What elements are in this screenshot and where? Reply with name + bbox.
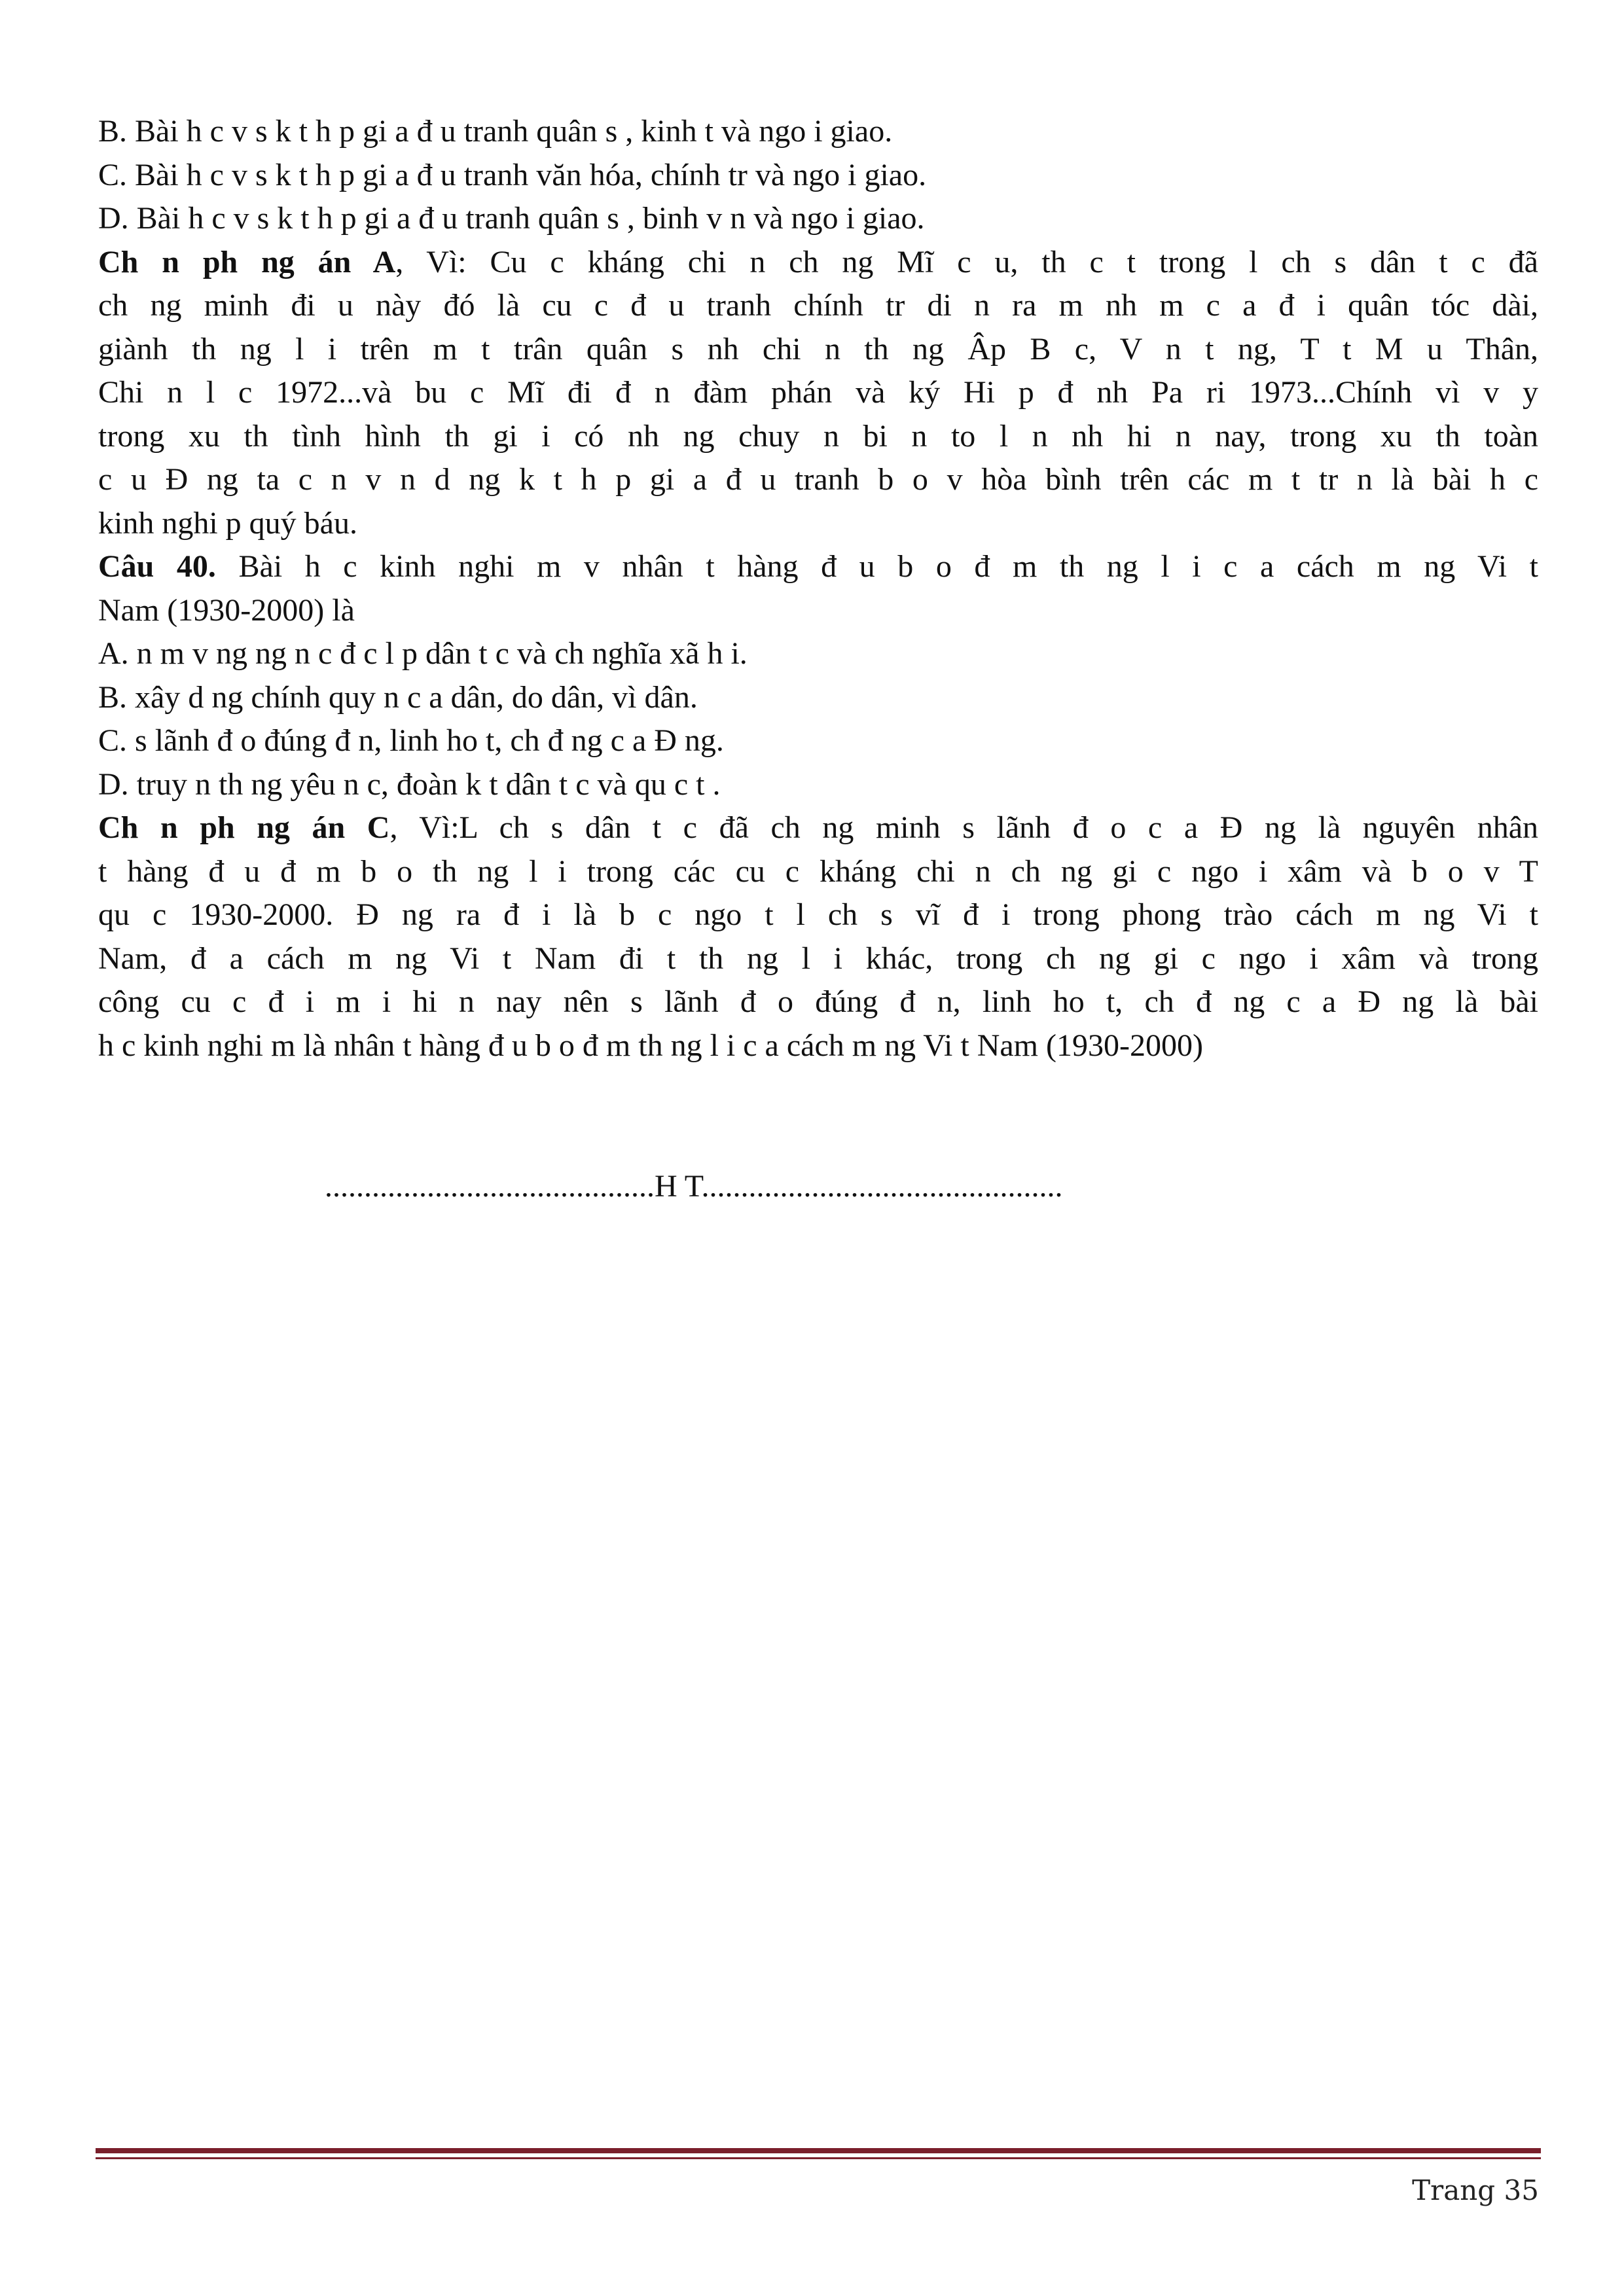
q39-answer-line: kinh nghi p quý báu. [98,505,357,541]
q40-option-c: C. s lãnh đ o đúng đ n, linh ho t, ch đ ng c a Đ ng. [98,723,724,758]
end-marker: ..........................................H T.............................................. [325,1169,1063,1204]
q40-option-a: A. n m v ng ng n c đ c l p dân t c và ch nghĩa xã h i. [98,636,748,671]
q40-label: Câu 40. [98,549,216,584]
q39-answer-line: giành th ng l i trên m t trân quân s nh chi n th ng Âp B c, V n t ng, T t M u Thân, [98,331,1538,367]
q40-answer-label: Ch n ph ng án C [98,810,390,845]
q39-answer-line: c u Đ ng ta c n v n d ng k t h p gi a đ u tranh b o v hòa bình trên các m t tr n là bài h c [98,462,1538,497]
page-number: Trang 35 [1412,2174,1539,2206]
q39-option-d: D. Bài h c v s k t h p gi a đ u tranh quân s , binh v n và ngo i giao. [98,201,925,236]
q39-answer-text: , Vì: Cu c kháng chi n ch ng Mĩ c u, th c t trong l ch s dân t c đã [395,244,1538,279]
q39-answer-label: Ch n ph ng án A [98,244,396,279]
q39-answer-line: ch ng minh đi u này đó là cu c đ u tranh chính tr di n ra m nh m c a đ i quân tóc dài, [98,288,1538,323]
q40-answer-line: công cu c đ i m i hi n nay nên s lãnh đ o đúng đ n, linh ho t, ch đ ng c a Đ ng là bài [98,984,1538,1019]
footer-rule-thick [96,2148,1541,2153]
q40-question-text: Bài h c kinh nghi m v nhân t hàng đ u b o đ m th ng l i c a cách m ng Vi t [215,549,1539,584]
q40-answer-line: h c kinh nghi m là nhân t hàng đ u b o đ m th ng l i c a cách m ng Vi t Nam (1930-2000) [98,1028,1203,1063]
q40-answer-text: , Vì:L ch s dân t c đã ch ng minh s lãnh đ o c a Đ ng là nguyên nhân [389,810,1538,845]
footer-rule-thin [96,2157,1541,2159]
q40-answer-line: t hàng đ u đ m b o th ng l i trong các cu c kháng chi n ch ng gi c ngo i xâm và b o v T [98,853,1538,889]
q39-answer-line: trong xu th tình hình th gi i có nh ng chuy n bi n to l n nh hi n nay, trong xu th toàn [98,418,1538,454]
q40-option-d: D. truy n th ng yêu n c, đoàn k t dân t c và qu c t . [98,766,721,802]
q40-option-b: B. xây d ng chính quy n c a dân, do dân, vì dân. [98,679,698,715]
q39-answer-line [98,241,1538,285]
q39-answer-line: Chi n l c 1972...và bu c Mĩ đi đ n đàm phán và ký Hi p đ nh Pa ri 1973...Chính vì v y [98,375,1538,410]
q40-answer-line [98,806,1538,850]
q40-question-line: Nam (1930-2000) là [98,592,355,628]
q40-question-line [98,545,1538,589]
q39-option-c: C. Bài h c v s k t h p gi a đ u tranh văn hóa, chính tr và ngo i giao. [98,157,927,192]
q40-answer-line: Nam, đ a cách m ng Vi t Nam đi t th ng l i khác, trong ch ng gi c ngo i xâm và trong [98,941,1538,976]
q39-option-b: B. Bài h c v s k t h p gi a đ u tranh quân s , kinh t và ngo i giao. [98,114,893,149]
document-body [98,110,1538,1067]
q40-answer-line: qu c 1930-2000. Đ ng ra đ i là b c ngo t l ch s vĩ đ i trong phong trào cách m ng Vi t [98,897,1538,932]
